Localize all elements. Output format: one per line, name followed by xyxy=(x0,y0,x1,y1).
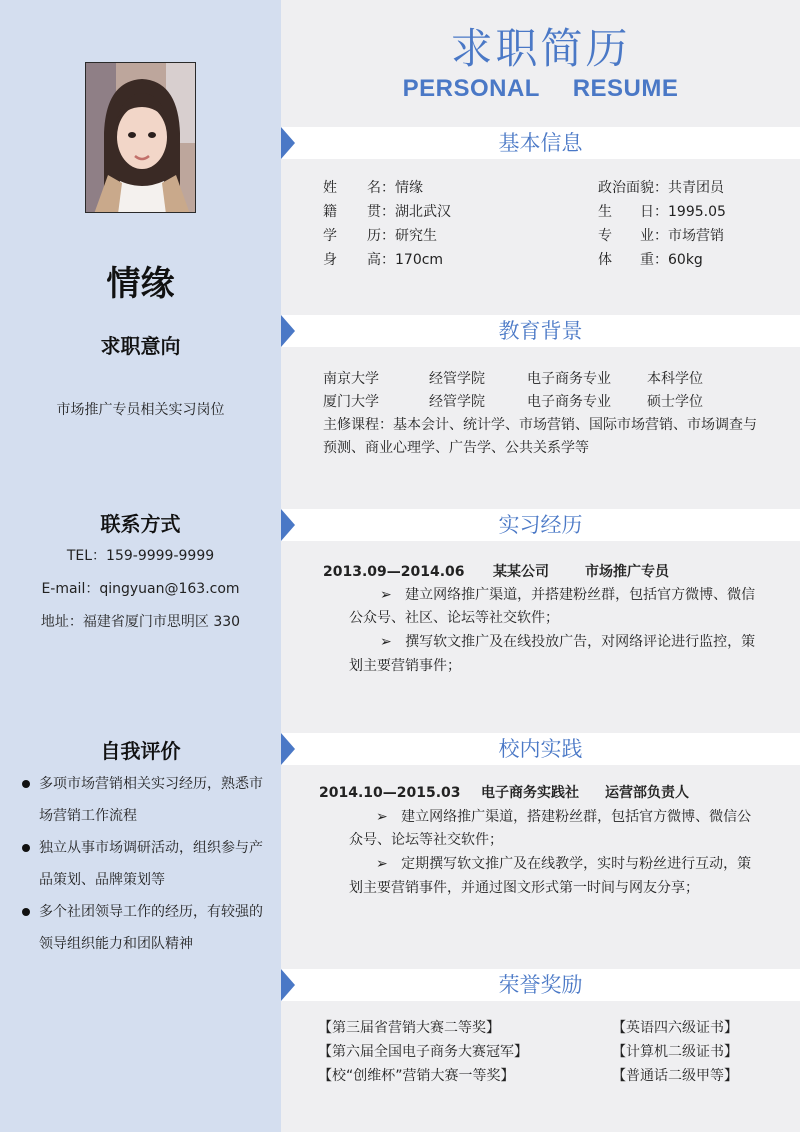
contact-address: 地址：福建省厦门市思明区 330 xyxy=(40,614,241,630)
certificate-item: 【计算机二级证书】 xyxy=(612,1044,738,1060)
internship-item-line: 划主要营销事件； xyxy=(349,658,461,674)
bullet-icon xyxy=(22,780,30,788)
arrow-bullet-icon: ➢ xyxy=(380,587,392,603)
section-title: 实习经历 xyxy=(498,513,583,537)
honor-item: 【第三届省营销大赛二等奖】 xyxy=(318,1020,500,1036)
honor-item: 【第六届全国电子商务大赛冠军】 xyxy=(318,1044,528,1060)
campus-item-line: ➢ 定期撰写软文推广及在线教学，实时与粉丝进行互动，策 xyxy=(376,856,752,872)
resume-subtitle: PERSONAL RESUME xyxy=(402,75,679,102)
job-intent-text: 市场推广专员相关实习岗位 xyxy=(56,402,225,418)
certificate-item: 【英语四六级证书】 xyxy=(612,1020,738,1036)
self-eval-list xyxy=(20,768,270,960)
job-intent-heading: 求职意向 xyxy=(100,334,181,358)
info-origin-row: 籍 贯：湖北武汉 xyxy=(323,204,451,220)
internship-item-line: 公众号、社区、论坛等社交软件； xyxy=(349,610,559,626)
sidebar xyxy=(0,0,281,1132)
candidate-name: 情缘 xyxy=(106,264,175,304)
campus-item-line: 划主要营销事件，并通过图文形式第一时间与网友分享； xyxy=(349,880,699,896)
info-major-row: 专 业：市场营销 xyxy=(598,228,724,244)
section-header-basic-info xyxy=(281,127,800,159)
arrow-bullet-icon: ➢ xyxy=(376,856,388,872)
campus-item-line: 众号、论坛等社交软件； xyxy=(349,832,503,848)
portrait-image xyxy=(86,63,196,213)
self-eval-item: 多项市场营销相关实习经历，熟悉市场营销工作流程 xyxy=(20,768,270,832)
section-title: 教育背景 xyxy=(498,319,583,343)
campus-header: 2014.10—2015.03 电子商务实践社 运营部负责人 xyxy=(319,785,689,801)
contact-tel: TEL：159-9999-9999 xyxy=(66,548,215,564)
info-education-row: 学 历：研究生 xyxy=(323,228,437,244)
education-row: 厦门大学 经管学院 电子商务专业 硕士学位 xyxy=(323,394,703,410)
section-title: 校内实践 xyxy=(498,737,583,761)
section-header-internship xyxy=(281,509,800,541)
section-title: 基本信息 xyxy=(498,131,583,155)
profile-photo xyxy=(85,62,196,213)
education-row: 南京大学 经管学院 电子商务专业 本科学位 xyxy=(323,371,703,387)
info-birthday-row: 生 日：1995.05 xyxy=(598,204,726,220)
honor-item: 【校“创维杯”营销大赛一等奖】 xyxy=(318,1068,515,1084)
certificate-item: 【普通话二级甲等】 xyxy=(612,1068,738,1084)
self-eval-item: 独立从事市场调研活动，组织参与产品策划、品牌策划等 xyxy=(20,832,270,896)
arrow-bullet-icon: ➢ xyxy=(380,634,392,650)
self-eval-item: 多个社团领导工作的经历，有较强的领导组织能力和团队精神 xyxy=(20,896,270,960)
arrow-bullet-icon: ➢ xyxy=(376,809,388,825)
resume-title: 求职简历 xyxy=(450,24,631,73)
bullet-icon xyxy=(22,844,30,852)
section-header-education xyxy=(281,315,800,347)
contact-email: E-mail：qingyuan@163.com xyxy=(41,581,240,597)
info-weight-row: 体 重：60kg xyxy=(598,252,703,268)
self-eval-heading: 自我评价 xyxy=(100,739,181,763)
internship-header: 2013.09—2014.06 某某公司 市场推广专员 xyxy=(323,564,669,580)
bullet-icon xyxy=(22,908,30,916)
info-name-row: 姓 名：情缘 xyxy=(323,180,423,196)
info-height-row: 身 高：170cm xyxy=(323,252,444,268)
info-political-row: 政治面貌：共青团员 xyxy=(598,180,724,196)
section-header-honors xyxy=(281,969,800,1001)
contact-heading: 联系方式 xyxy=(100,512,181,536)
section-title: 荣誉奖励 xyxy=(498,973,583,997)
internship-item-line: ➢ 撰写软文推广及在线投放广告，对网络评论进行监控，策 xyxy=(380,634,756,650)
section-header-campus xyxy=(281,733,800,765)
courses-line-1: 主修课程：基本会计、统计学、市场营销、国际市场营销、市场调查与 xyxy=(323,417,757,433)
internship-item-line: ➢ 建立网络推广渠道，并搭建粉丝群，包括官方微博、微信 xyxy=(380,587,756,603)
campus-item-line: ➢ 建立网络推广渠道，搭建粉丝群，包括官方微博、微信公 xyxy=(376,809,752,825)
courses-line-2: 预测、商业心理学、广告学、公共关系学等 xyxy=(323,440,589,456)
